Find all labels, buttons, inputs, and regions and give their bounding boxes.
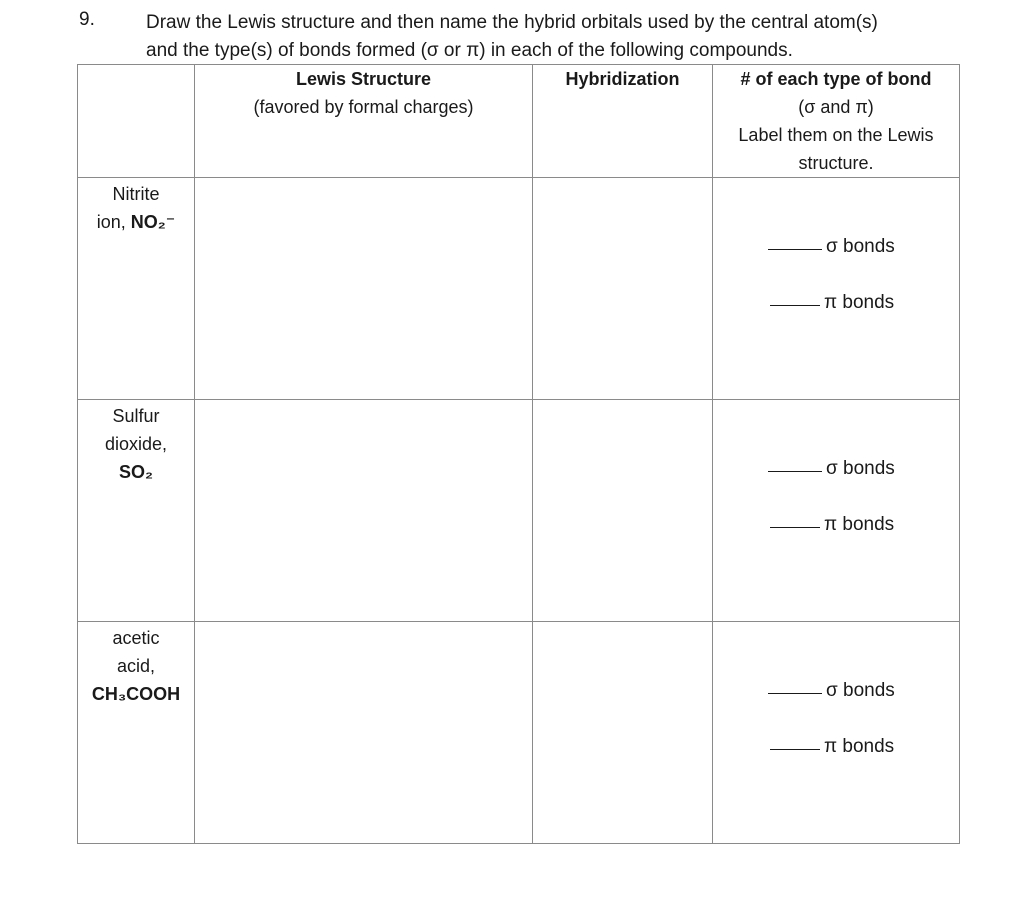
compound-name-cell (78, 178, 195, 400)
pi-blank[interactable] (770, 748, 820, 750)
sigma-label: σ bonds (826, 680, 895, 701)
question-prompt (146, 9, 1006, 65)
bond-count-cell (713, 400, 960, 622)
header-bonds (713, 65, 960, 178)
compound-name-cell (78, 400, 195, 622)
compound-formula: SO₂ (118, 462, 153, 482)
lewis-structure-answer[interactable] (195, 400, 533, 622)
hybridization-answer[interactable] (533, 400, 713, 622)
prompt-line-2: and the type(s) of bonds formed (σ or π) in each of the following compounds. (146, 40, 793, 61)
sigma-bond-line[interactable] (768, 458, 895, 480)
prompt-line-1: Draw the Lewis structure and then name the hybrid orbitals used by the central atom(s) (146, 12, 878, 33)
pi-blank[interactable] (770, 304, 820, 306)
header-hybridization (533, 65, 713, 178)
pi-blank[interactable] (770, 526, 820, 528)
pi-bond-line[interactable] (770, 736, 894, 758)
compound-name-line: dioxide, (104, 434, 168, 454)
bond-title: # of each type of bond (740, 69, 932, 89)
compound-name-cell (78, 622, 195, 844)
bond-subtitle-2: Label them on the Lewis (738, 125, 934, 145)
bond-count-cell (713, 178, 960, 400)
pi-label: π bonds (824, 292, 895, 313)
compound-name-line: acid, (116, 656, 156, 676)
compound-name-line: ion, (96, 212, 131, 232)
bond-count-cell (713, 622, 960, 844)
header-blank-cell (78, 65, 195, 178)
hybridization-answer[interactable] (533, 622, 713, 844)
header-row (78, 65, 960, 178)
question-number: 9. (79, 9, 95, 30)
sigma-blank[interactable] (768, 248, 822, 250)
pi-label: π bonds (824, 514, 895, 535)
compound-name-line: Sulfur (112, 406, 160, 426)
hybridization-answer[interactable] (533, 178, 713, 400)
sigma-blank[interactable] (768, 470, 822, 472)
pi-label: π bonds (824, 736, 895, 757)
header-lewis (195, 65, 533, 178)
compound-formula: CH₃COOH (91, 684, 181, 704)
row-acetic-acid (78, 622, 960, 844)
lewis-structure-answer[interactable] (195, 622, 533, 844)
sigma-bond-line[interactable] (768, 680, 895, 702)
pi-bond-line[interactable] (770, 292, 894, 314)
lewis-title: Lewis Structure (295, 69, 432, 89)
bond-subtitle-3: structure. (798, 153, 874, 173)
sigma-label: σ bonds (826, 458, 895, 479)
row-sulfur-dioxide (78, 400, 960, 622)
lewis-subtitle: (favored by formal charges) (253, 97, 474, 117)
compound-formula: NO₂⁻ (130, 212, 176, 232)
sigma-blank[interactable] (768, 692, 822, 694)
sigma-label: σ bonds (826, 236, 895, 257)
row-nitrite (78, 178, 960, 400)
bond-subtitle-1: (σ and π) (798, 97, 874, 117)
sigma-bond-line[interactable] (768, 236, 895, 258)
hybrid-title: Hybridization (565, 69, 680, 89)
pi-bond-line[interactable] (770, 514, 894, 536)
worksheet-table (77, 64, 960, 844)
lewis-structure-answer[interactable] (195, 178, 533, 400)
compound-name-line: Nitrite (112, 184, 160, 204)
compound-name-line: acetic (112, 628, 160, 648)
